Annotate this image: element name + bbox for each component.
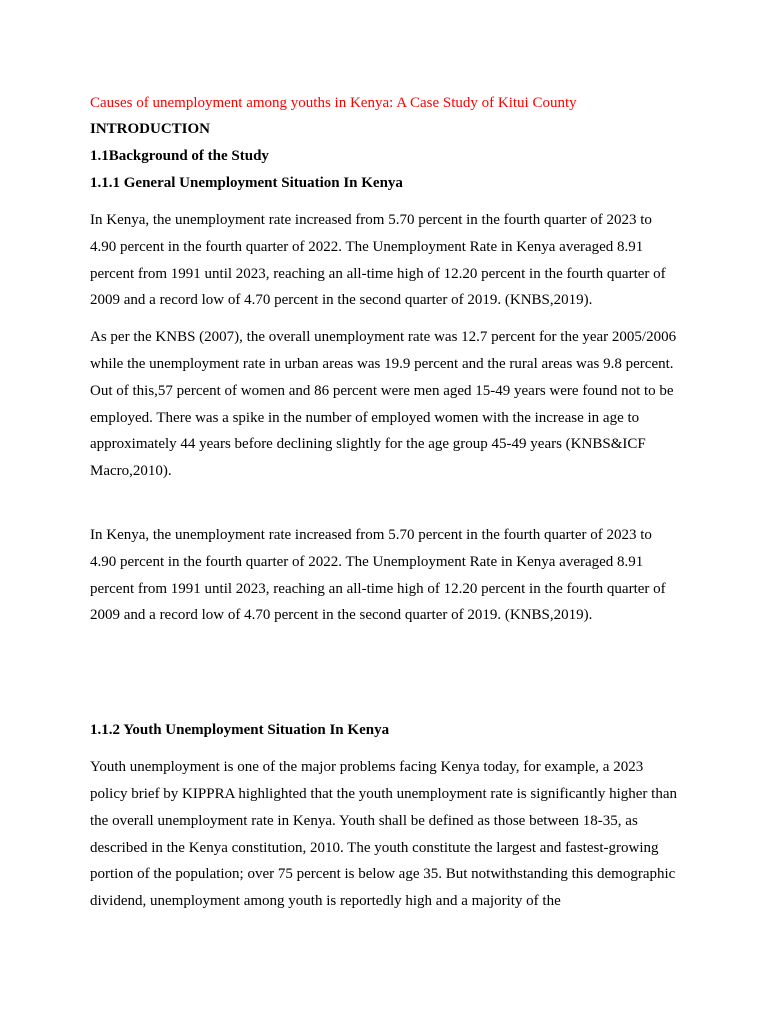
paragraph-youth-unemployment: Youth unemployment is one of the major problems facing Kenya today, for example, a 2023 policy brief by KIPPRA highlighted that the youth unemployment rate is significantly higher than the overall unemployment rate in Kenya. Youth shall be defined as those between 18-35, as described in the Kenya constitution, 2010. The youth constitute the largest and fastest-growing portion of the population; over 75 percent is below age 35. But notwithstanding this demographic dividend, unemployment among youth is reportedly high and a majority of the: [90, 759, 677, 910]
paragraph-knbs-2007: As per the KNBS (2007), the overall unemployment rate was 12.7 percent for the year 2005/2006 while the unemployment rate in urban areas was 19.9 percent and the rural areas was 9.8 percent. Out of this,57 percent of women and 86 percent were men aged 15-49 years were found not to be employed. There was a spike in the number of employed women with the increase in age to approximately 44 years before declining slightly for the age group 45-49 years (KNBS&ICF Macro,2010).: [90, 329, 677, 480]
document-body: [90, 90, 680, 915]
paragraph-unemployment-rate-repeat: In Kenya, the unemployment rate increased from 5.70 percent in the fourth quarter of 2023 to 4.90 percent in the fourth quarter of 2022. The Unemployment Rate in Kenya averaged 8.91 percent from 1991 until 2023, reaching an all-time high of 12.20 percent in the fourth quarter of 2009 and a record low of 4.70 percent in the second quarter of 2019. (KNBS,2019).: [90, 526, 666, 624]
section-heading-introduction: INTRODUCTION: [90, 121, 211, 137]
paragraph-unemployment-rate: In Kenya, the unemployment rate increased from 5.70 percent in the fourth quarter of 2023 to 4.90 percent in the fourth quarter of 2022. The Unemployment Rate in Kenya averaged 8.91 percent from 1991 until 2023, reaching an all-time high of 12.20 percent in the fourth quarter of 2009 and a record low of 4.70 percent in the second quarter of 2019. (KNBS,2019).: [90, 212, 666, 309]
subsubsection-heading-general-unemployment: 1.1.1 General Unemployment Situation In Kenya: [90, 175, 403, 191]
document-title: Causes of unemployment among youths in Kenya: A Case Study of Kitui County: [90, 95, 577, 111]
subsubsection-heading-youth-unemployment: 1.1.2 Youth Unemployment Situation In Kenya: [90, 722, 390, 739]
subsection-heading-background: 1.1Background of the Study: [90, 148, 269, 164]
